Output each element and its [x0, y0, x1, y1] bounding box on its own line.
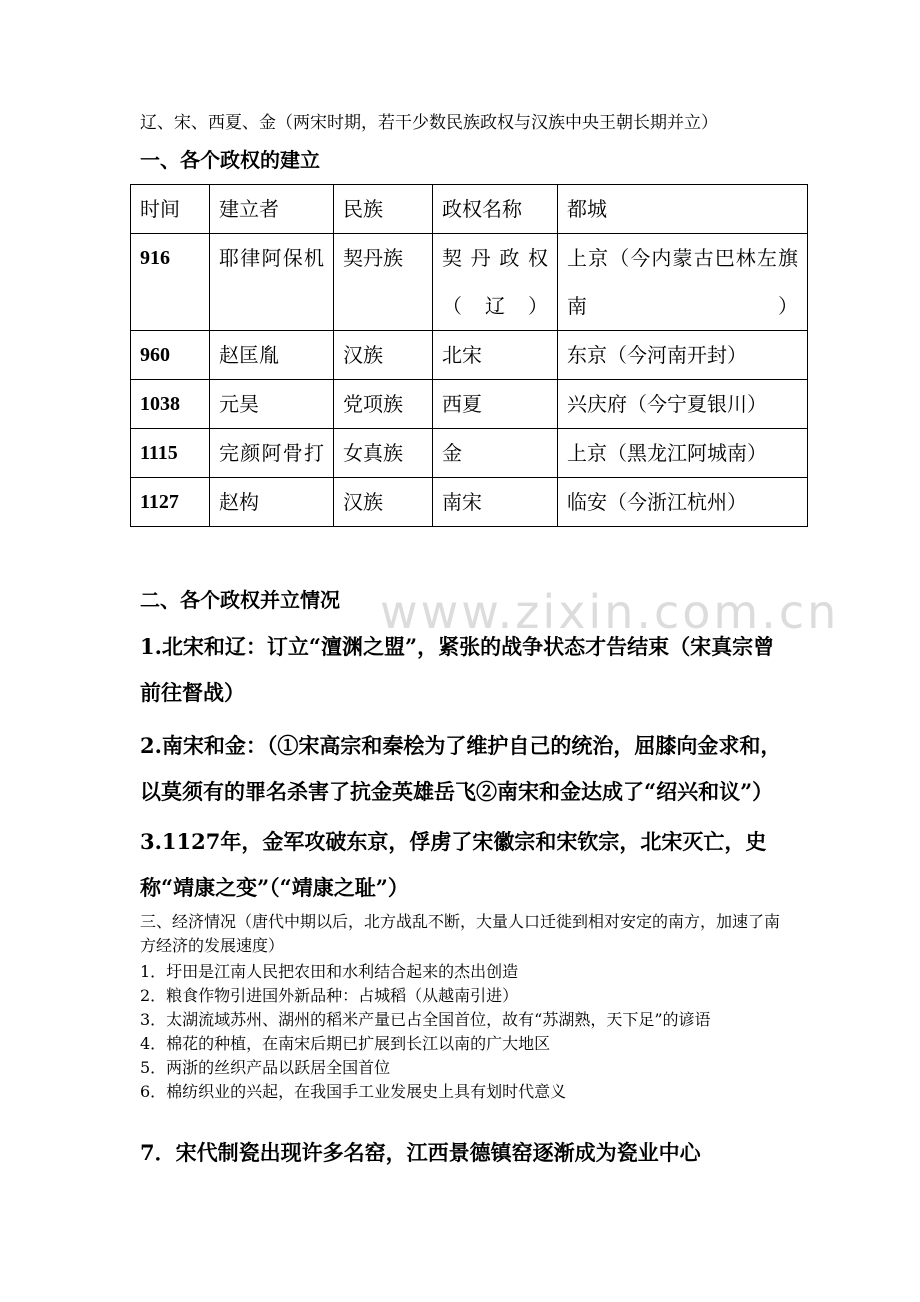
paragraph-song-liao: 1.北宋和辽：订立“澶渊之盟”，紧张的战争状态才告结束（宋真宗曾前往督战） — [140, 634, 775, 705]
economy-list — [140, 960, 790, 1104]
header-cell: 都城 — [558, 185, 808, 234]
intro-line: 辽、宋、西夏、金（两宋时期，若干少数民族政权与汉族中央王朝长期并立） — [140, 113, 718, 133]
list-item: 6．棉纺织业的兴起，在我国手工业发展史上具有划时代意义 — [140, 1082, 567, 1101]
table-row — [131, 331, 808, 380]
list-item: 5．两浙的丝织产品以跃居全国首位 — [140, 1058, 391, 1077]
list-item-porcelain: 7．宋代制瓷出现许多名窑，江西景德镇窑逐渐成为瓷业中心 — [140, 1140, 701, 1165]
regime-name-cell: 西夏 — [433, 380, 558, 429]
year-cell: 1038 — [131, 380, 210, 429]
regime-name-cell: 金 — [433, 429, 558, 478]
founder-cell: 赵构 — [210, 478, 334, 527]
capital-cell: 兴庆府（今宁夏银川） — [558, 380, 808, 429]
year-cell: 1115 — [131, 429, 210, 478]
list-item: 3．太湖流域苏州、湖州的稻米产量已占全国首位，故有“苏湖熟，天下足”的谚语 — [140, 1010, 711, 1029]
paragraph-song-jin: 2.南宋和金：（①宋高宗和秦桧为了维护自己的统治，屈膝向金求和，以莫须有的罪名杀害了抗金英雄岳飞②南宋和金达成了“绍兴和议”） — [140, 733, 782, 804]
regimes-table — [130, 184, 808, 527]
list-item: 1．圩田是江南人民把农田和水利结合起来的杰出创造 — [140, 962, 519, 981]
list-item: 2．粮食作物引进国外新品种：占城稻（从越南引进） — [140, 986, 519, 1005]
ethnic-cell: 汉族 — [334, 478, 433, 527]
founder-cell: 赵匡胤 — [210, 331, 334, 380]
ethnic-cell: 契丹族 — [334, 234, 433, 331]
list-item: 4．棉花的种植，在南宋后期已扩展到长江以南的广大地区 — [140, 1034, 551, 1053]
section-3-intro: 三、经济情况（唐代中期以后，北方战乱不断，大量人口迁徙到相对安定的南方，加速了南方经济的发展速度） — [140, 912, 781, 955]
year-cell: 916 — [131, 234, 210, 331]
founder-cell: 耶律阿保机 — [210, 234, 334, 331]
table-header-row — [131, 185, 808, 234]
table-row — [131, 429, 808, 478]
capital-cell: 临安（今浙江杭州） — [558, 478, 808, 527]
regime-name-cell: 南宋 — [433, 478, 558, 527]
table-row — [131, 234, 808, 331]
ethnic-cell: 女真族 — [334, 429, 433, 478]
ethnic-cell: 党项族 — [334, 380, 433, 429]
ethnic-cell: 汉族 — [334, 331, 433, 380]
capital-cell: 上京（今内蒙古巴林左旗南） — [558, 234, 808, 331]
founder-cell: 元昊 — [210, 380, 334, 429]
header-cell: 政权名称 — [433, 185, 558, 234]
capital-cell: 上京（黑龙江阿城南） — [558, 429, 808, 478]
year-cell: 960 — [131, 331, 210, 380]
founder-cell: 完颜阿骨打 — [210, 429, 334, 478]
watermark: www.zixin.com.cn — [380, 585, 840, 639]
header-cell: 民族 — [334, 185, 433, 234]
paragraph-jingkang: 3.1127年，金军攻破东京，俘虏了宋徽宗和宋钦宗，北宋灭亡，史称“靖康之变”（“靖康之耻”） — [140, 829, 767, 900]
header-cell: 建立者 — [210, 185, 334, 234]
year-cell: 1127 — [131, 478, 210, 527]
regime-name-cell: 契丹政权（辽） — [433, 234, 558, 331]
header-cell: 时间 — [131, 185, 210, 234]
section-2-title: 二、各个政权并立情况 — [140, 588, 340, 612]
table-row — [131, 478, 808, 527]
regime-name-cell: 北宋 — [433, 331, 558, 380]
table-row — [131, 380, 808, 429]
section-1-title: 一、各个政权的建立 — [140, 148, 320, 172]
capital-cell: 东京（今河南开封） — [558, 331, 808, 380]
